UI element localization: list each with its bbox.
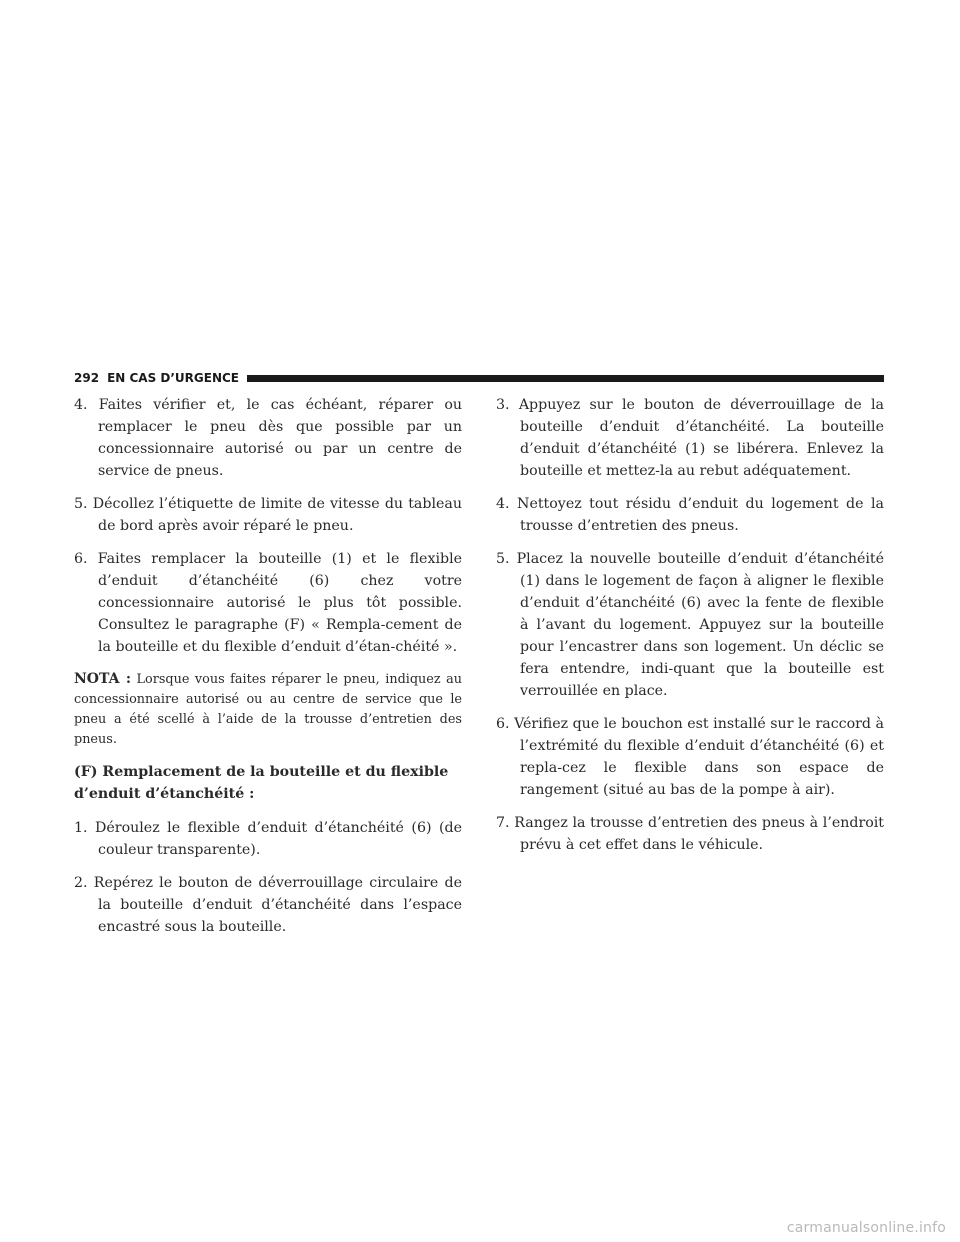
item-text: Faites vérifier et, le cas échéant, réparer ou remplacer le pneu dès que possible par un concessionnaire autorisé ou par un centre de service de pneus. <box>98 397 462 479</box>
section-heading: (F) Remplacement de la bouteille et du flexible d’enduit d’étanchéité : <box>74 764 449 802</box>
item-number: 1. <box>74 820 88 836</box>
right-column <box>496 394 884 867</box>
item-text: Vérifiez que le bouchon est installé sur le raccord à l’extrémité du flexible d’enduit d’étanchéité (6) et repla-cez le flexible dans son espace de rangement (situé au bas de la pompe à air). <box>514 716 884 798</box>
list-item <box>74 817 462 861</box>
list-item <box>74 394 462 482</box>
item-number: 5. <box>74 496 88 512</box>
page-header <box>74 370 884 386</box>
list-item <box>74 872 462 938</box>
item-text: Décollez l’étiquette de limite de vitesse du tableau de bord après avoir réparé le pneu. <box>92 496 462 534</box>
list-item <box>74 548 462 658</box>
item-number: 7. <box>496 815 510 831</box>
list-item <box>496 394 884 482</box>
note-text: Lorsque vous faites réparer le pneu, indiquez au concessionnaire autorisé ou au centre de service que le pneu a été scellé à l’aide de la trousse d’entretien des pneus. <box>74 672 462 747</box>
note-paragraph <box>74 669 462 750</box>
header-rule <box>247 375 884 382</box>
item-text: Repérez le bouton de déverrouillage circulaire de la bouteille d’enduit d’étanchéité dans l’espace encastré sous la bouteille. <box>93 875 462 935</box>
list-item <box>496 493 884 537</box>
item-number: 5. <box>496 551 510 567</box>
item-number: 4. <box>74 397 88 413</box>
list-item <box>74 493 462 537</box>
left-column <box>74 394 462 949</box>
list-item <box>496 548 884 702</box>
item-text: Rangez la trousse d’entretien des pneus à l’endroit prévu à cet effet dans le véhicule. <box>514 815 885 853</box>
item-number: 3. <box>496 397 510 413</box>
section-title: EN CAS D’URGENCE <box>107 371 239 385</box>
list-item <box>496 713 884 801</box>
item-number: 6. <box>496 716 510 732</box>
item-text: Appuyez sur le bouton de déverrouillage de la bouteille d’enduit d’étanchéité. La bouteille d’enduit d’étanchéité (1) se libérera. Enlevez la bouteille et mettez-la au rebut adéquatement. <box>518 397 884 479</box>
item-text: Placez la nouvelle bouteille d’enduit d’étanchéité (1) dans le logement de façon à aligner le flexible d’enduit d’étanchéité (6) avec la fente de flexible à l’avant du logement. Appuyez sur la bouteille pour l’encastrer dans son logement. Un déclic se fera entendre, indi-quant que la bouteille est verrouillée en place. <box>516 551 884 699</box>
item-text: Faites remplacer la bouteille (1) et le flexible d’enduit d’étanchéité (6) chez votre concessionnaire autorisé le plus tôt possible. Consultez le paragraphe (F) « Rempla-cement de la bouteille et du flexible d’enduit d’étan-chéité ». <box>97 551 462 655</box>
item-number: 4. <box>496 496 510 512</box>
item-text: Déroulez le flexible d’enduit d’étanchéité (6) (de couleur transparente). <box>95 820 462 858</box>
item-number: 6. <box>74 551 88 567</box>
page-number: 292 <box>74 371 100 385</box>
watermark: carmanualsonline.info <box>786 1220 946 1236</box>
note-label: NOTA : <box>74 671 131 687</box>
item-number: 2. <box>74 875 88 891</box>
list-item <box>496 812 884 856</box>
item-text: Nettoyez tout résidu d’enduit du logement de la trousse d’entretien des pneus. <box>517 496 884 534</box>
